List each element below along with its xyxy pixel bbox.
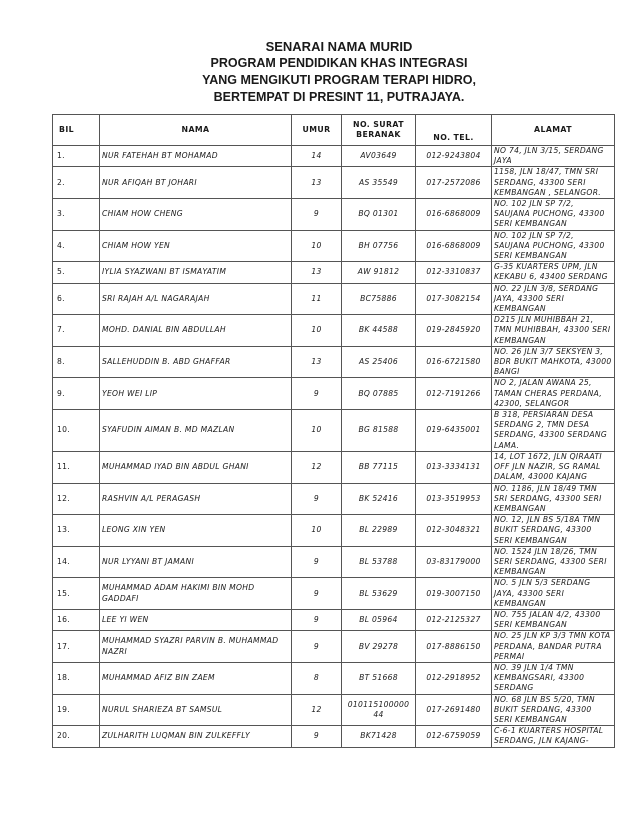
- cell-bil: 4.: [53, 230, 100, 262]
- table-row: [53, 662, 615, 694]
- cell-bil: 20.: [53, 726, 100, 747]
- cell-alamat: 14, LOT 1672, JLN QIRAATI OFF JLN NAZIR, SG RAMAL DALAM, 43000 KAJANG: [492, 451, 615, 483]
- cell-tel: 012-9243804: [416, 146, 492, 167]
- cell-nama: CHIAM HOW CHENG: [100, 199, 292, 231]
- cell-nama: SALLEHUDDIN B. ABD GHAFFAR: [100, 346, 292, 378]
- cell-nama: MUHAMMAD SYAZRI PARVIN B. MUHAMMAD NAZRI: [100, 631, 292, 663]
- cell-alamat: NO 74, JLN 3/15, SERDANG JAYA: [492, 146, 615, 167]
- table-row: [53, 346, 615, 378]
- cell-tel: 017-8886150: [416, 631, 492, 663]
- cell-alamat: NO. 755 JALAN 4/2, 43300 SERI KEMBANGAN: [492, 609, 615, 630]
- table-row: [53, 410, 615, 452]
- cell-surat: BL 05964: [342, 609, 416, 630]
- cell-umur: 9: [292, 199, 342, 231]
- cell-bil: 7.: [53, 315, 100, 347]
- cell-tel: 017-3082154: [416, 283, 492, 315]
- table-row: [53, 546, 615, 578]
- cell-nama: NURUL SHARIEZA BT SAMSUL: [100, 694, 292, 726]
- cell-nama: MUHAMMAD IYAD BIN ABDUL GHANI: [100, 451, 292, 483]
- col-header-bil: BIL: [53, 115, 100, 146]
- cell-bil: 16.: [53, 609, 100, 630]
- table-row: [53, 483, 615, 515]
- cell-surat: AV03649: [342, 146, 416, 167]
- cell-surat: BT 51668: [342, 662, 416, 694]
- cell-surat: BG 81588: [342, 410, 416, 452]
- cell-alamat: NO. 1186, JLN 18/49 TMN SRI SERDANG, 43300 SERI KEMBANGAN: [492, 483, 615, 515]
- cell-alamat: B 318, PERSIARAN DESA SERDANG 2, TMN DESA SERDANG, 43300 SERDANG LAMA.: [492, 410, 615, 452]
- cell-bil: 12.: [53, 483, 100, 515]
- cell-nama: NUR LYYANI BT JAMANI: [100, 546, 292, 578]
- cell-alamat: NO. 22 JLN 3/8, SERDANG JAYA, 43300 SERI KEMBANGAN: [492, 283, 615, 315]
- cell-tel: 012-6759059: [416, 726, 492, 747]
- table-row: [53, 167, 615, 199]
- document-header: [0, 38, 638, 106]
- cell-alamat: 1158, JLN 18/47, TMN SRI SERDANG, 43300 SERI KEMBANGAN , SELANGOR.: [492, 167, 615, 199]
- cell-umur: 9: [292, 726, 342, 747]
- cell-umur: 9: [292, 483, 342, 515]
- title-line-2: PROGRAM PENDIDIKAN KHAS INTEGRASI: [210, 56, 468, 70]
- title-line-3: YANG MENGIKUTI PROGRAM TERAPI HIDRO,: [202, 73, 476, 87]
- col-header-surat: NO. SURAT BERANAK: [342, 115, 416, 146]
- cell-surat: BB 77115: [342, 451, 416, 483]
- student-table: [52, 114, 615, 748]
- cell-alamat: C-6-1 KUARTERS HOSPITAL SERDANG, JLN KAJANG-: [492, 726, 615, 747]
- cell-surat: 010115100000 44: [342, 694, 416, 726]
- cell-tel: 019-3007150: [416, 578, 492, 610]
- table-row: [53, 230, 615, 262]
- cell-nama: LEONG XIN YEN: [100, 515, 292, 547]
- cell-bil: 5.: [53, 262, 100, 283]
- cell-surat: BQ 01301: [342, 199, 416, 231]
- cell-tel: 017-2691480: [416, 694, 492, 726]
- col-header-alamat: ALAMAT: [492, 115, 615, 146]
- cell-nama: MUHAMMAD AFIZ BIN ZAEM: [100, 662, 292, 694]
- table-row: [53, 283, 615, 315]
- cell-alamat: NO. 39 JLN 1/4 TMN KEMBANGSARI, 43300 SERDANG: [492, 662, 615, 694]
- cell-nama: MOHD. DANIAL BIN ABDULLAH: [100, 315, 292, 347]
- col-header-tel: NO. TEL.: [416, 115, 492, 146]
- cell-umur: 13: [292, 262, 342, 283]
- cell-surat: BK 52416: [342, 483, 416, 515]
- title-line-1: SENARAI NAMA MURID: [265, 39, 413, 54]
- cell-nama: YEOH WEI LIP: [100, 378, 292, 410]
- cell-bil: 19.: [53, 694, 100, 726]
- cell-bil: 6.: [53, 283, 100, 315]
- cell-bil: 14.: [53, 546, 100, 578]
- title-line-4: BERTEMPAT DI PRESINT 11, PUTRAJAYA.: [213, 90, 465, 104]
- cell-umur: 9: [292, 578, 342, 610]
- cell-nama: SYAFUDIN AIMAN B. MD MAZLAN: [100, 410, 292, 452]
- table-row: [53, 378, 615, 410]
- cell-nama: ZULHARITH LUQMAN BIN ZULKEFFLY: [100, 726, 292, 747]
- cell-alamat: G-35 KUARTERS UPM, JLN KEKABU 6, 43400 SERDANG: [492, 262, 615, 283]
- cell-umur: 12: [292, 694, 342, 726]
- cell-alamat: NO. 26 JLN 3/7 SEKSYEN 3, BDR BUKIT MAHKOTA, 43000 BANGI: [492, 346, 615, 378]
- table-row: [53, 578, 615, 610]
- cell-alamat: NO. 102 JLN SP 7/2, SAUJANA PUCHONG, 43300 SERI KEMBANGAN: [492, 199, 615, 231]
- cell-bil: 3.: [53, 199, 100, 231]
- cell-umur: 9: [292, 378, 342, 410]
- table-row: [53, 609, 615, 630]
- cell-bil: 13.: [53, 515, 100, 547]
- cell-tel: 012-7191266: [416, 378, 492, 410]
- cell-surat: AS 35549: [342, 167, 416, 199]
- cell-nama: SRI RAJAH A/L NAGARAJAH: [100, 283, 292, 315]
- cell-umur: 8: [292, 662, 342, 694]
- cell-surat: BK 44588: [342, 315, 416, 347]
- cell-nama: MUHAMMAD ADAM HAKIMI BIN MOHD GADDAFI: [100, 578, 292, 610]
- cell-umur: 12: [292, 451, 342, 483]
- cell-surat: AS 25406: [342, 346, 416, 378]
- cell-tel: 03-83179000: [416, 546, 492, 578]
- cell-bil: 8.: [53, 346, 100, 378]
- cell-tel: 019-2845920: [416, 315, 492, 347]
- cell-umur: 10: [292, 515, 342, 547]
- cell-nama: LEE YI WEN: [100, 609, 292, 630]
- table-row: [53, 146, 615, 167]
- cell-surat: BC75886: [342, 283, 416, 315]
- table-row: [53, 451, 615, 483]
- cell-alamat: NO. 25 JLN KP 3/3 TMN KOTA PERDANA, BANDAR PUTRA PERMAI: [492, 631, 615, 663]
- table-row: [53, 631, 615, 663]
- cell-alamat: NO. 5 JLN 5/3 SERDANG JAYA, 43300 SERI KEMBANGAN: [492, 578, 615, 610]
- cell-bil: 17.: [53, 631, 100, 663]
- cell-tel: 016-6721580: [416, 346, 492, 378]
- cell-surat: BK71428: [342, 726, 416, 747]
- cell-tel: 013-3334131: [416, 451, 492, 483]
- cell-alamat: NO. 102 JLN SP 7/2, SAUJANA PUCHONG, 43300 SERI KEMBANGAN: [492, 230, 615, 262]
- cell-surat: BH 07756: [342, 230, 416, 262]
- cell-bil: 15.: [53, 578, 100, 610]
- cell-umur: 11: [292, 283, 342, 315]
- cell-tel: 016-6868009: [416, 199, 492, 231]
- cell-bil: 2.: [53, 167, 100, 199]
- cell-bil: 1.: [53, 146, 100, 167]
- cell-alamat: NO. 1524 JLN 18/26, TMN SERI SERDANG, 43300 SERI KEMBANGAN: [492, 546, 615, 578]
- table-row: [53, 694, 615, 726]
- cell-tel: 012-2125327: [416, 609, 492, 630]
- cell-alamat: NO. 12, JLN BS 5/18A TMN BUKIT SERDANG, 43300 SERI KEMBANGAN: [492, 515, 615, 547]
- cell-nama: RASHVIN A/L PERAGASH: [100, 483, 292, 515]
- cell-surat: BV 29278: [342, 631, 416, 663]
- table-row: [53, 515, 615, 547]
- cell-surat: AW 91812: [342, 262, 416, 283]
- cell-umur: 10: [292, 315, 342, 347]
- col-header-umur: UMUR: [292, 115, 342, 146]
- cell-umur: 9: [292, 546, 342, 578]
- cell-umur: 14: [292, 146, 342, 167]
- cell-nama: CHIAM HOW YEN: [100, 230, 292, 262]
- col-header-nama: NAMA: [100, 115, 292, 146]
- cell-bil: 10.: [53, 410, 100, 452]
- cell-nama: IYLIA SYAZWANI BT ISMAYATIM: [100, 262, 292, 283]
- cell-bil: 18.: [53, 662, 100, 694]
- cell-surat: BL 53629: [342, 578, 416, 610]
- cell-tel: 012-3048321: [416, 515, 492, 547]
- table-row: [53, 262, 615, 283]
- table-row: [53, 726, 615, 747]
- cell-alamat: NO 2, JALAN AWANA 25, TAMAN CHERAS PERDANA, 42300, SELANGOR: [492, 378, 615, 410]
- cell-surat: BL 22989: [342, 515, 416, 547]
- cell-tel: 012-3310837: [416, 262, 492, 283]
- table-header-row: [53, 115, 615, 146]
- cell-bil: 11.: [53, 451, 100, 483]
- cell-tel: 013-3519953: [416, 483, 492, 515]
- cell-umur: 13: [292, 346, 342, 378]
- cell-alamat: D215 JLN MUHIBBAH 21, TMN MUHIBBAH, 43300 SERI KEMBANGAN: [492, 315, 615, 347]
- cell-surat: BL 53788: [342, 546, 416, 578]
- cell-umur: 10: [292, 230, 342, 262]
- cell-umur: 9: [292, 609, 342, 630]
- cell-umur: 9: [292, 631, 342, 663]
- cell-umur: 13: [292, 167, 342, 199]
- cell-surat: BQ 07885: [342, 378, 416, 410]
- cell-tel: 019-6435001: [416, 410, 492, 452]
- cell-tel: 017-2572086: [416, 167, 492, 199]
- cell-bil: 9.: [53, 378, 100, 410]
- cell-nama: NUR AFIQAH BT JOHARI: [100, 167, 292, 199]
- table-row: [53, 199, 615, 231]
- cell-umur: 10: [292, 410, 342, 452]
- table-body: [53, 146, 615, 748]
- cell-tel: 016-6868009: [416, 230, 492, 262]
- table-row: [53, 315, 615, 347]
- cell-tel: 012-2918952: [416, 662, 492, 694]
- cell-nama: NUR FATEHAH BT MOHAMAD: [100, 146, 292, 167]
- cell-alamat: NO. 68 JLN BS 5/20, TMN BUKIT SERDANG, 43300 SERI KEMBANGAN: [492, 694, 615, 726]
